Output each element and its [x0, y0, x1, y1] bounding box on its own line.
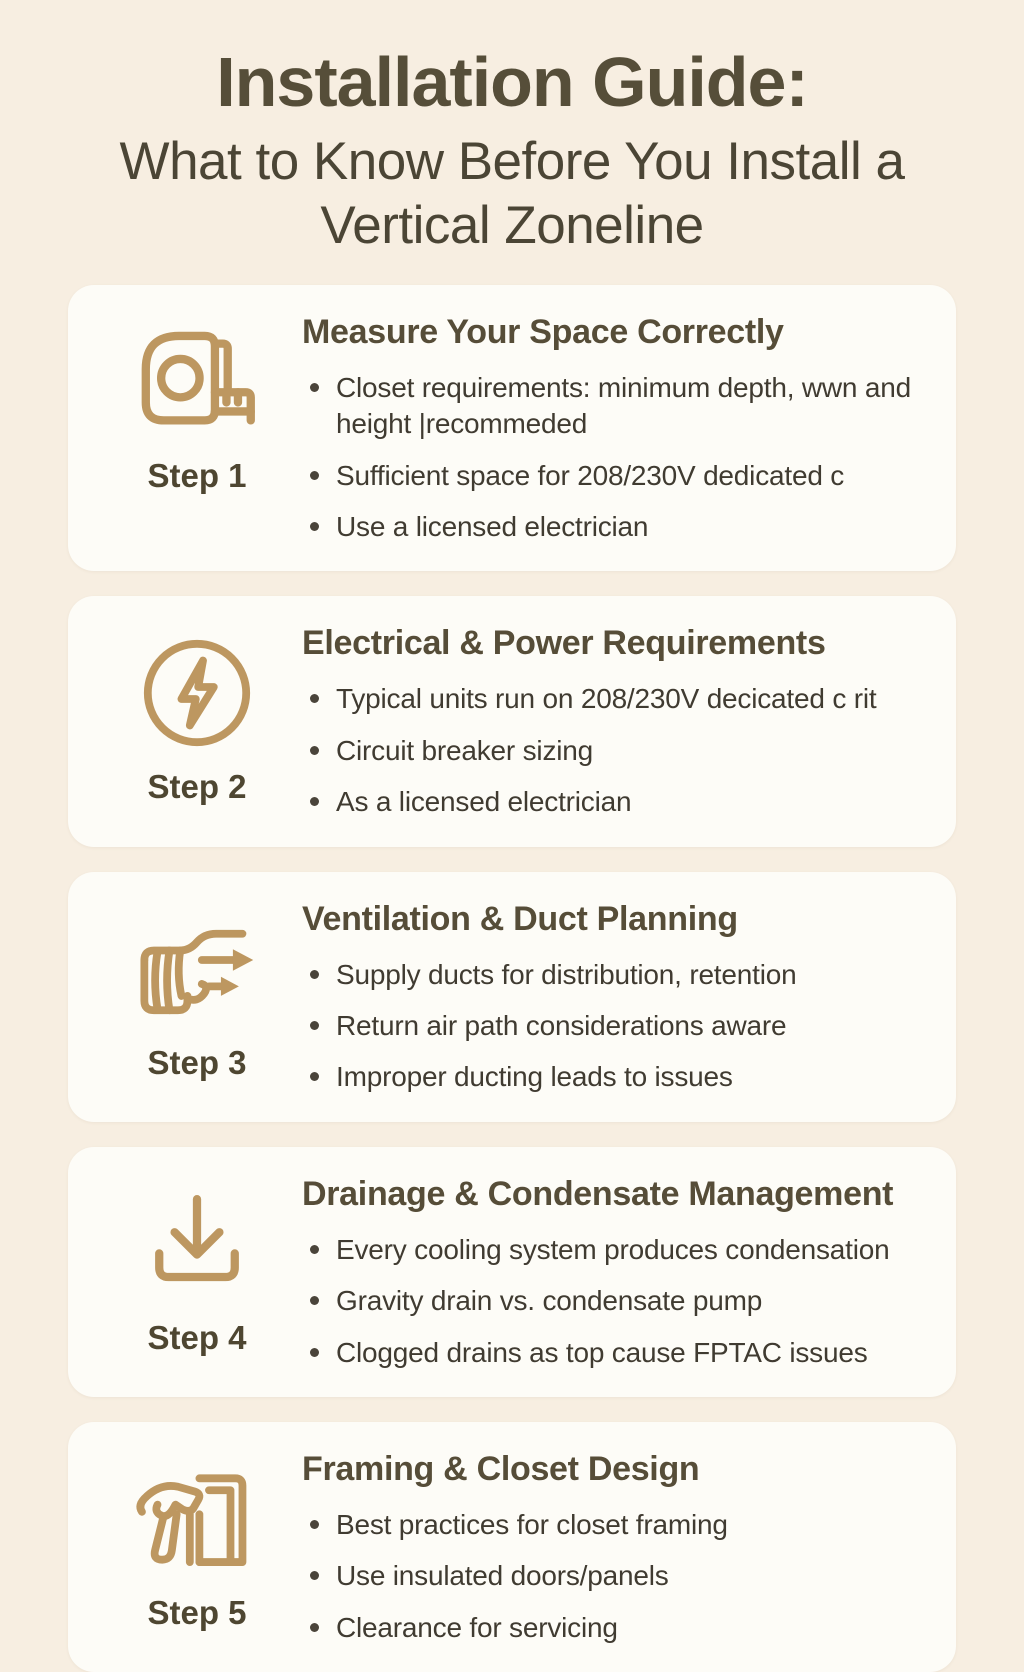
bullet-list [302, 1232, 928, 1371]
step-1-icon-column [92, 311, 302, 546]
step-card-1 [68, 285, 956, 572]
bullet-list [302, 681, 928, 820]
bullet-item: As a licensed electrician [302, 784, 928, 820]
tape-measure-icon [133, 321, 261, 443]
bullet-item: Supply ducts for distribution, retention [302, 957, 928, 993]
bullet-item: Use a licensed electrician [302, 509, 928, 545]
step-4-content [302, 1173, 928, 1371]
step-card-3 [68, 872, 956, 1122]
page-subtitle: What to Know Before You Install a Vertical Zoneline [119, 131, 905, 256]
bullet-item: Clogged drains as top cause FPTAC issues [302, 1335, 928, 1371]
bullet-item: Use insulated doors/panels [302, 1558, 928, 1594]
step-4-icon-column [92, 1173, 302, 1371]
step-label: Step 5 [147, 1593, 247, 1631]
step-3-content [302, 898, 928, 1096]
bullet-list [302, 370, 928, 546]
hammer-framing-icon [130, 1458, 264, 1580]
step-card-2 [68, 596, 956, 846]
bullet-item: Every cooling system produces condensation [302, 1232, 928, 1268]
duct-airflow-icon [130, 908, 264, 1030]
step-label: Step 2 [147, 768, 247, 806]
bullet-item: Return air path considerations aware [302, 1008, 928, 1044]
step-heading: Measure Your Space Correctly [302, 312, 784, 351]
bullet-item: Clearance for servicing [302, 1610, 928, 1646]
bullet-list [302, 1507, 928, 1646]
bullet-item: Gravity drain vs. condensate pump [302, 1283, 928, 1319]
page-title: Installation Guide: [216, 43, 808, 121]
step-5-content [302, 1448, 928, 1646]
bullet-item: Typical units run on 208/230V decicated c rit [302, 681, 928, 717]
condensate-drain-icon [138, 1183, 256, 1305]
step-heading: Drainage & Condensate Management [302, 1174, 894, 1213]
bullet-item: Sufficient space for 208/230V dedicated c [302, 458, 928, 494]
step-heading: Framing & Closet Design [302, 1449, 700, 1488]
step-card-5 [68, 1422, 956, 1672]
bullet-item: Improper ducting leads to issues [302, 1059, 928, 1095]
step-2-content [302, 622, 928, 820]
bullet-item: Circuit breaker sizing [302, 733, 928, 769]
header [0, 0, 1024, 285]
step-label: Step 4 [147, 1318, 247, 1356]
step-heading: Electrical & Power Requirements [302, 624, 826, 663]
step-label: Step 3 [147, 1043, 247, 1081]
bullet-list [302, 957, 928, 1096]
bullet-item: Closet requirements: minimum depth, wwn and height |recommeded [302, 370, 928, 443]
lightning-bolt-icon [137, 632, 257, 754]
step-heading: Ventilation & Duct Planning [302, 899, 738, 938]
bullet-item: Best practices for closet framing [302, 1507, 928, 1543]
step-3-icon-column [92, 898, 302, 1096]
step-1-content [302, 311, 928, 546]
step-label: Step 1 [147, 456, 247, 494]
steps-container [68, 285, 956, 1672]
step-card-4 [68, 1147, 956, 1397]
step-5-icon-column [92, 1448, 302, 1646]
step-2-icon-column [92, 622, 302, 820]
